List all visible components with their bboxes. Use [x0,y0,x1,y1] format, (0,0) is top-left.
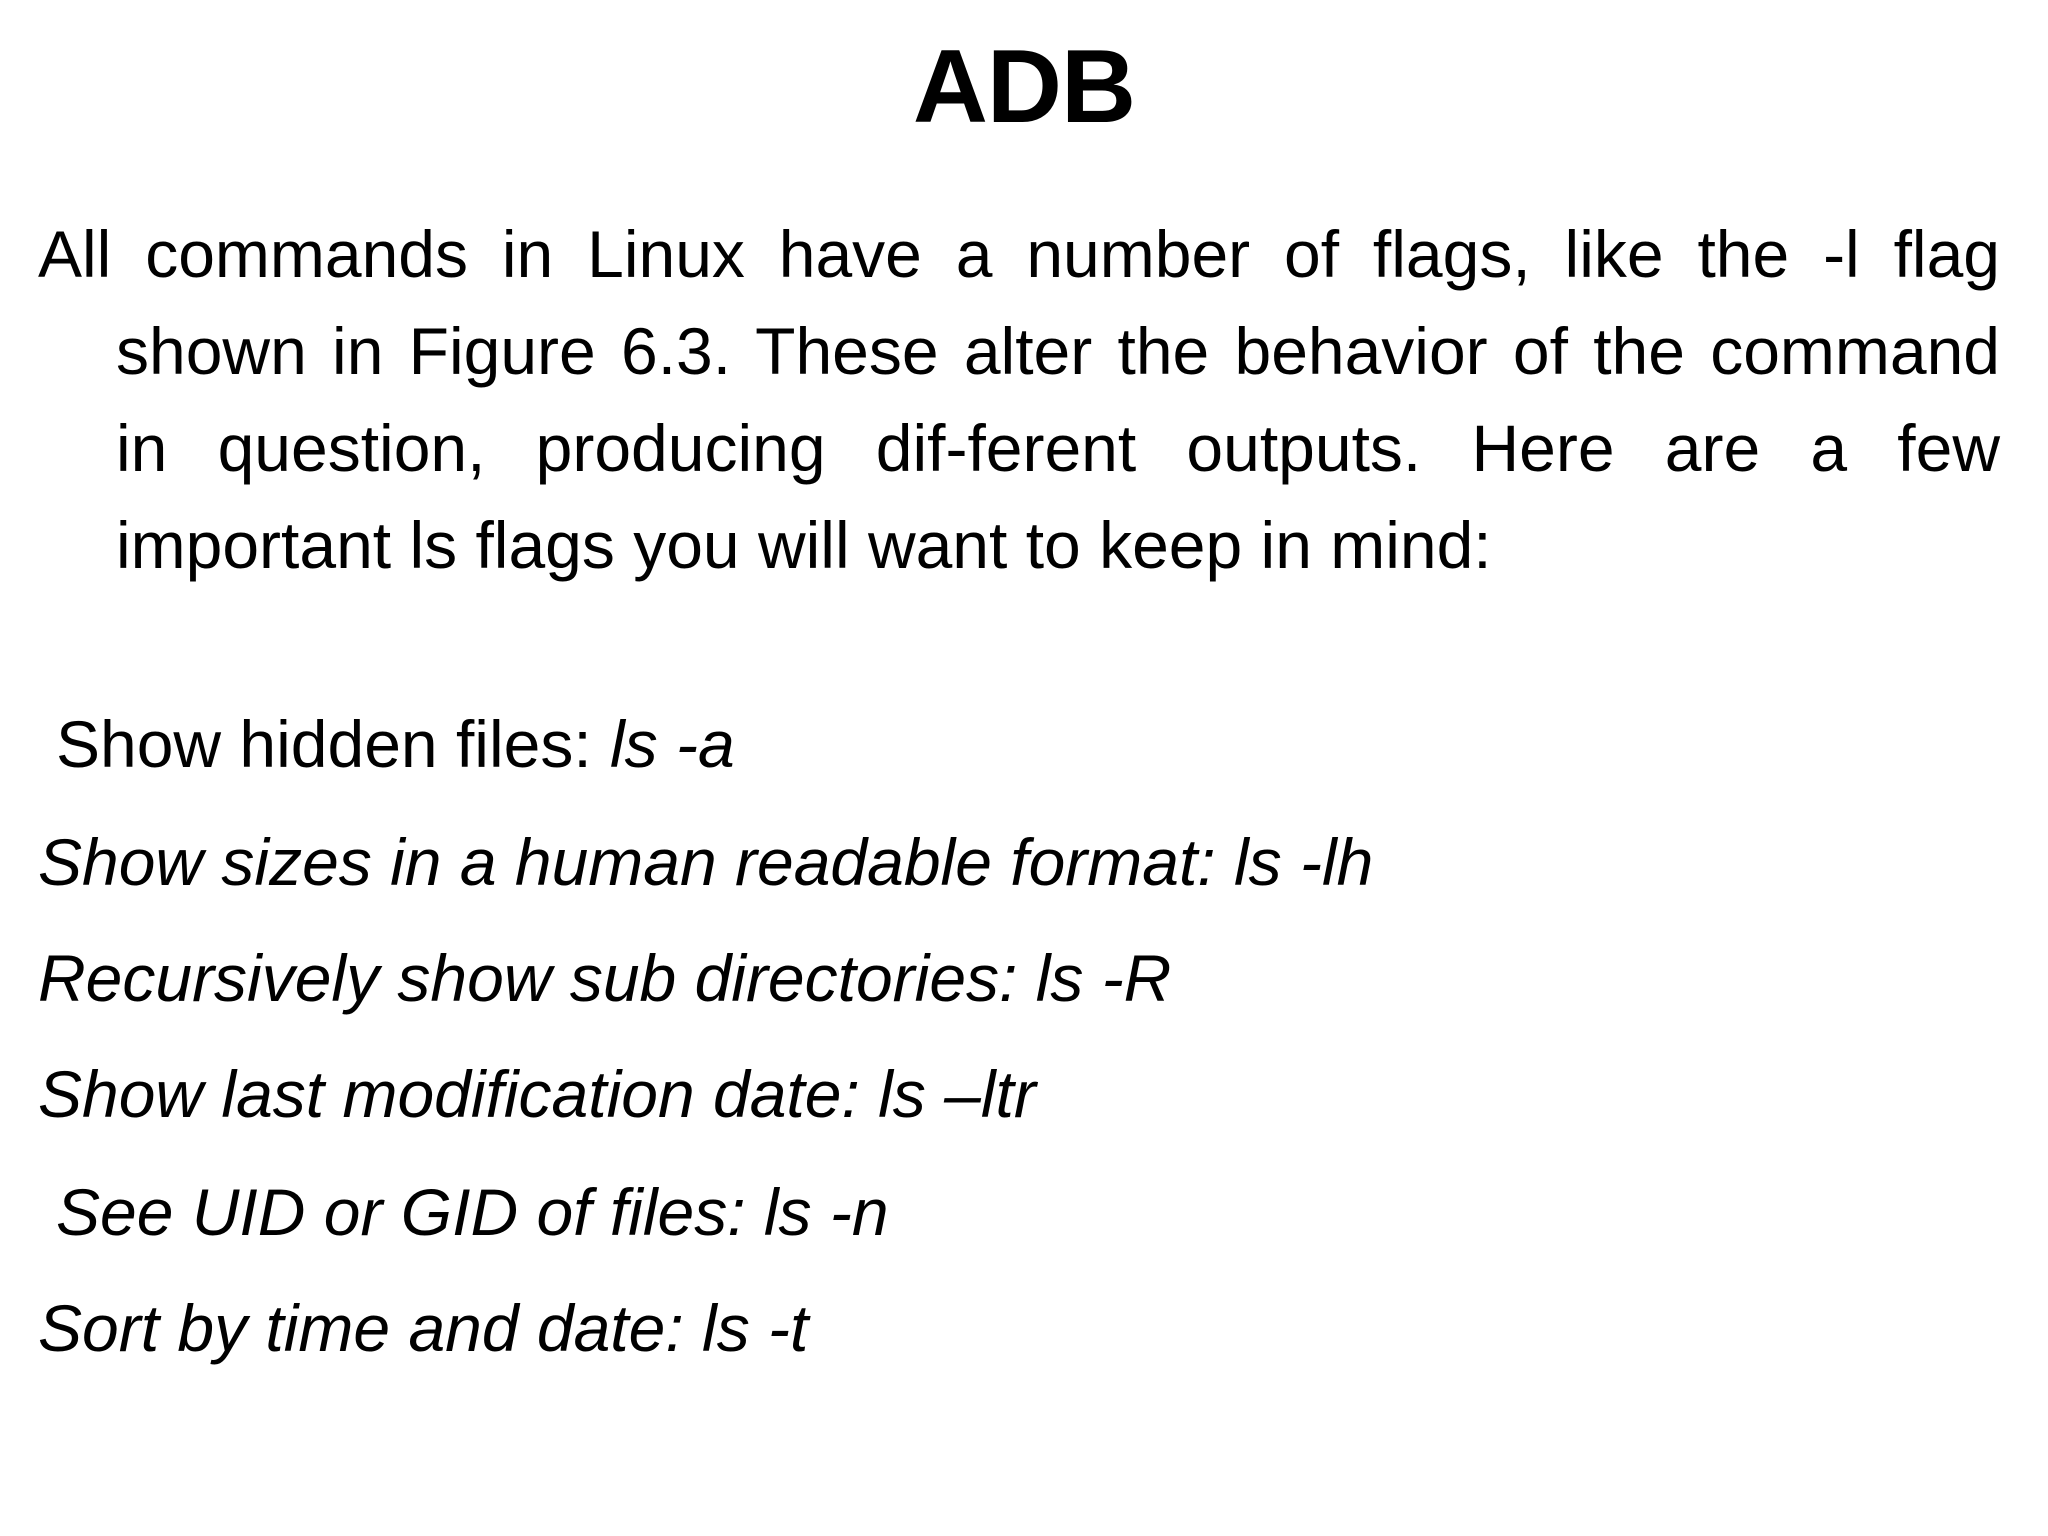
flag-item-uid-gid [38,1172,889,1252]
flag-item-hidden-files [38,704,735,784]
flag-item-recursive [38,938,1171,1018]
flag-command: ls -n [763,1175,889,1249]
flag-label: Sort by time and date: [38,1291,703,1365]
intro-paragraph: All commands in Linux have a number of flags, like the -l flag shown in Figure 6.3. These alter the behavior of the command in question, producing dif-ferent outputs. Here are a few important ls flags you will want to keep in mind: [38,217,2000,582]
slide-title: ADB [912,29,1136,145]
flag-label: Show sizes in a human readable format: [38,825,1234,899]
flag-item-modification-date [38,1054,1036,1134]
flag-label: Show hidden files: [56,707,611,781]
flag-command: ls -a [610,707,735,781]
flag-item-sort-time [38,1288,808,1368]
flag-command: ls -t [702,1291,809,1365]
flag-command: ls -lh [1233,825,1374,899]
flag-command: ls –ltr [878,1057,1036,1131]
flag-item-human-readable [38,822,1373,902]
flag-label: See UID or GID of files: [56,1175,764,1249]
flag-label: Recursively show sub directories: [38,941,1036,1015]
flag-command: ls -R [1035,941,1172,1015]
flag-label: Show last modification date: [38,1057,879,1131]
